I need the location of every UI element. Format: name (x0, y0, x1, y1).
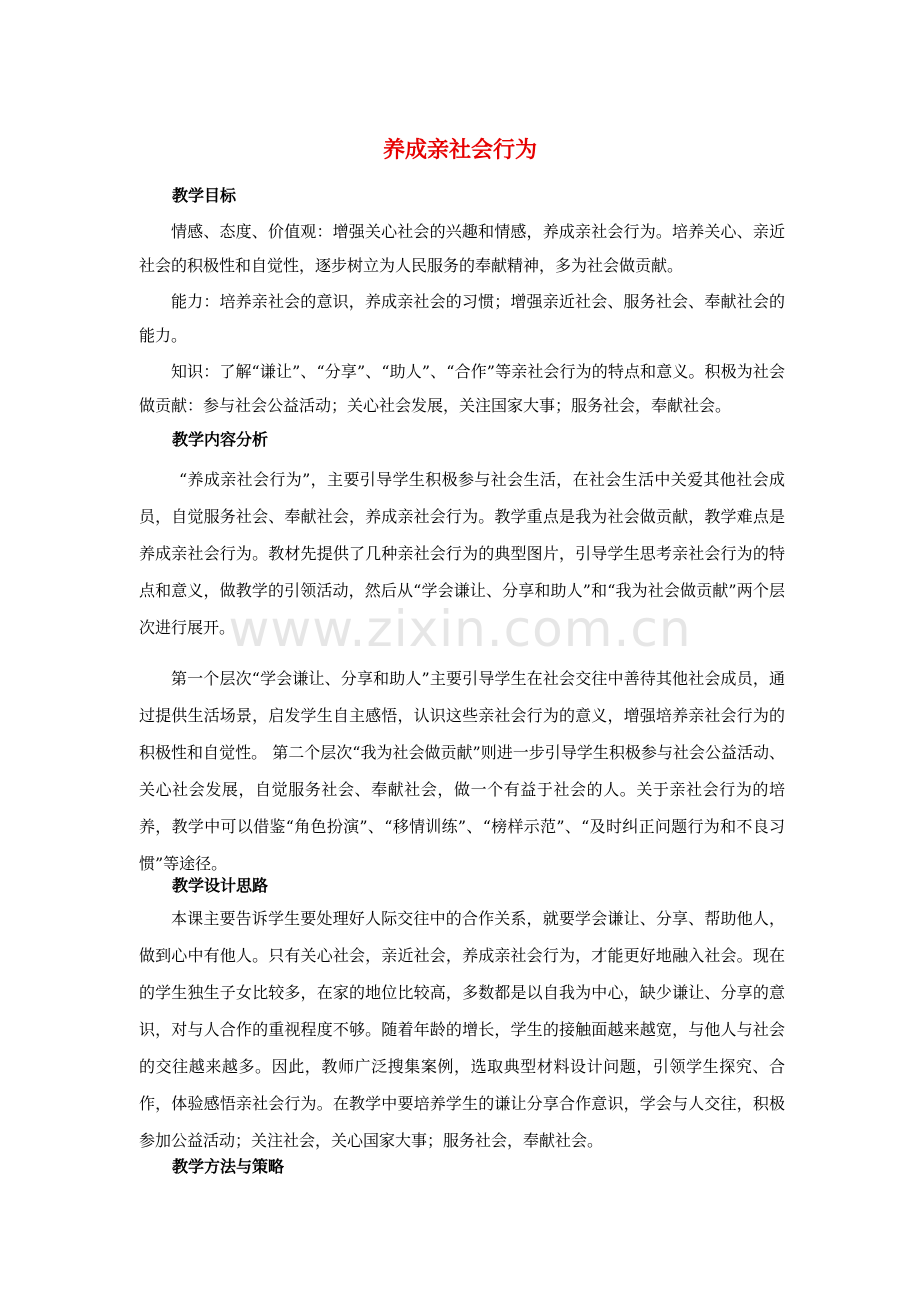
section-heading-methods: 教学方法与策略 (172, 1157, 285, 1176)
objectives-paragraph-ability: 能力：培养亲社会的意识，养成亲社会的习惯；增强亲近社会、服务社会、奉献社会的能力。 (139, 292, 785, 345)
objectives-paragraph-knowledge: 知识：了解“谦让”、“分享”、“助人”、“合作”等亲社会行为的特点和意义。积极为社会做贡献：参与社会公益活动；关心社会发展，关注国家大事；服务社会，奉献社会。 (139, 362, 785, 415)
content-analysis-paragraph-2: 第一个层次“学会谦让、分享和助人”主要引导学生在社会交往中善待其他社会成员，通过提供生活场景，启发学生自主感悟，认识这些亲社会行为的意义，增强培养亲社会行为的积极性和自觉性。 第二个层次“我为社会做贡献”则进一步引导学生积极参与社会公益活动、关心社会发展，自觉服务社会、奉献社会，做一个有益于社会的人。关于亲社会行为的培养，教学中可以借鉴“角色扮演”、“移情训练”、“榜样示范”、“及时纠正问题行为和不良习惯”等途径。 (139, 669, 785, 873)
section-heading-design-approach: 教学设计思路 (172, 876, 269, 895)
objectives-paragraph-attitude: 情感、态度、价值观：增强关心社会的兴趣和情感，养成亲社会行为。培养关心、亲近社会的积极性和自觉性，逐步树立为人民服务的奉献精神，多为社会做贡献。 (139, 222, 785, 275)
page-title: 养成亲社会行为 (382, 137, 537, 163)
section-heading-objectives: 教学目标 (172, 186, 237, 205)
watermark-text: www.zixin.com.cn (228, 600, 692, 658)
content-analysis-paragraph-1: “养成亲社会行为”，主要引导学生积极参与社会生活，在社会生活中关爱其他社会成员，自觉服务社会、奉献社会，养成亲社会行为。教学重点是我为社会做贡献，教学难点是养成亲社会行为。教材先提供了几种亲社会行为的典型图片，引导学生思考亲社会行为的特点和意义，做教学的引领活动，然后从“学会谦让、分享和助人”和“我为社会做贡献”两个层次进行展开。 (139, 470, 785, 637)
section-heading-content-analysis: 教学内容分析 (172, 430, 269, 449)
design-approach-paragraph: 本课主要告诉学生要处理好人际交往中的合作关系，就要学会谦让、分享、帮助他人，做到心中有他人。只有关心社会，亲近社会，养成亲社会行为，才能更好地融入社会。现在的学生独生子女比较多，在家的地位比较高，多数都是以自我为中心，缺少谦让、分享的意识，对与人合作的重视程度不够。随着年龄的增长，学生的接触面越来越宽，与他人与社会的交往越来越多。因此，教师广泛搜集案例，选取典型材料设计问题，引领学生探究、合作，体验感悟亲社会行为。在教学中要培养学生的谦让分享合作意识，学会与人交往，积极参加公益活动；关注社会，关心国家大事；服务社会，奉献社会。 (139, 909, 785, 1150)
